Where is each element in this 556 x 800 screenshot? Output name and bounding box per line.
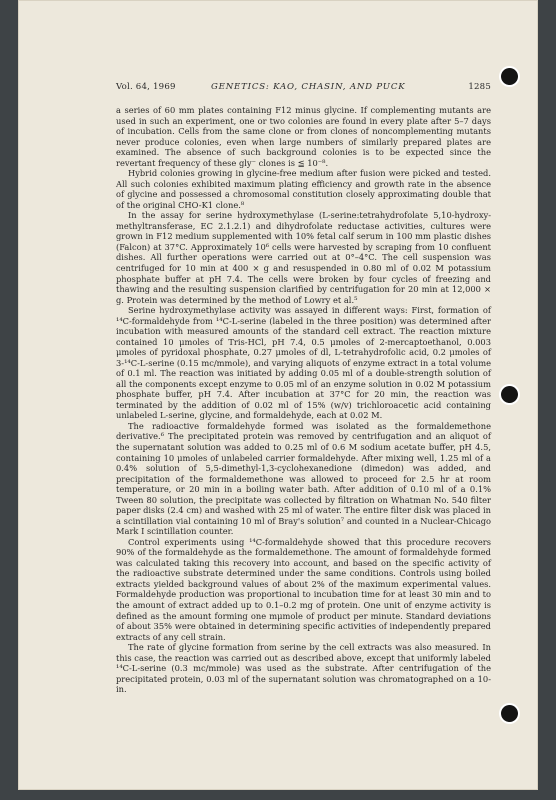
paragraph: The rate of glycine formation from serine by the cell extracts was also measured. In this case, the reaction was carried out as described above, except that uniformly labeled ¹⁴C-L-serine (0.3 mc/mmole) was used as the substrate. After centrifugation of the precipitated protein, 0.03 ml of the supernatant solution was chromatographed on a 10-in.: [116, 642, 491, 695]
paragraph: Control experiments using ¹⁴C-formaldehyde showed that this procedure recovers 90% of the formaldehyde as the formaldemethone. The amount of formaldehyde formed was calculated taking this recovery into account, and based on the specific activity of the radioactive substrate determined under the same conditions. Controls using boiled extracts yielded background values of about 2% of the maximum experimental values. Formaldehyde production was proportional to incubation time for at least 30 min and to the amount of extract added up to 0.1–0.2 mg of protein. One unit of enzyme activity is defined as the amount forming one mμmole of product per minute. Standard deviations of about 35% were obtained in determining specific activities of independently prepared extracts of any cell strain.: [116, 536, 491, 642]
paragraph: Hybrid colonies growing in glycine-free medium after fusion were picked and tested. All such colonies exhibited maximum plating efficiency and growth rate in the absence of glycine and possessed a chromosomal constitution closely approximating double that of the original CHO-K1 clone.⁸: [116, 168, 491, 210]
binder-hole: [501, 386, 518, 403]
paragraph: In the assay for serine hydroxymethylase (L-serine:tetrahydrofolate 5,10-hydroxy-methyltransferase, EC 2.1.2.1) and dihydrofolate reductase activities, cultures were grown in F12 medium supplemented with 10% fetal calf serum in 100 mm plastic dishes (Falcon) at 37°C. Approximately 10⁶ cells were harvested by scraping from 10 confluent dishes. All further operations were carried out at 0°–4°C. The cell suspension was centrifuged for 10 min at 400 × g and resuspended in 0.80 ml of 0.02 M potassium phosphate buffer at pH 7.4. The cells were broken by four cycles of freezing and thawing and the resulting suspension clarified by centrifugation for 20 min at 12,000 × g. Protein was determined by the method of Lowry et al.⁵: [116, 210, 491, 305]
binder-hole: [501, 705, 518, 722]
binder-hole: [501, 68, 518, 85]
paragraph: a series of 60 mm plates containing F12 minus glycine. If complementing mutants are used in such an experiment, one or two colonies are found in every plate after 5–7 days of incubation. Cells from the same clone or from clones of noncomplementing mutants never produce colonies, even when large numbers of similarly prepared plates are examined. The absence of such background colonies is to be expected since the revertant frequency of these gly⁻ clones is ≦ 10⁻⁸.: [116, 105, 491, 168]
running-header: [116, 82, 491, 96]
volume-label: Vol. 64, 1969: [116, 82, 176, 92]
paragraph: The radioactive formaldehyde formed was isolated as the formaldemethone derivative.⁶ The precipitated protein was removed by centrifugation and an aliquot of the supernatant solution was added to 0.25 ml of 0.6 M sodium acetate buffer, pH 4.5, containing 10 μmoles of unlabeled carrier formaldehyde. After mixing well, 1.25 ml of a 0.4% solution of 5,5-dimethyl-1,3-cyclohexanedione (dimedon) was added, and precipitation of the formaldemethone was allowed to proceed for 2.5 hr at room temperature, or 20 min in a boiling water bath. After addition of 0.10 ml of a 0.1% Tween 80 solution, the precipitate was collected by filtration on Whatman No. 540 filter paper disks (2.4 cm) and washed with 25 ml of water. The entire filter disk was placed in a scintillation vial containing 10 ml of Bray's solution⁷ and counted in a Nuclear-Chicago Mark I scintillation counter.: [116, 420, 491, 537]
running-title: GENETICS: KAO, CHASIN, AND PUCK: [211, 82, 406, 92]
paragraph: Serine hydroxymethylase activity was assayed in different ways: First, formation of ¹⁴C-formaldehyde from ¹⁴C-L-serine (labeled in the three position) was determined after incubation with measured amounts of the standard cell extract. The reaction mixture contained 10 μmoles of Tris-HCl, pH 7.4, 0.5 μmoles of 2-mercaptoethanol, 0.003 μmoles of pyridoxal phosphate, 0.27 μmoles of dl, L-tetrahydrofolic acid, 0.2 μmoles of 3-¹⁴C-L-serine (0.15 mc/mmole), and varying aliquots of enzyme extract in a total volume of 0.1 ml. The reaction was initiated by adding 0.05 ml of a double-strength solution of all the components except enzyme to 0.05 ml of an enzyme solution in 0.02 M potassium phosphate buffer, pH 7.4. After incubation at 37°C for 20 min, the reaction was terminated by the addition of 0.02 ml of 15% (w/v) trichloroacetic acid containing unlabeled L-serine, glycine, and formaldehyde, each at 0.02 M.: [116, 305, 491, 421]
page-number: 1285: [468, 82, 491, 92]
journal-page: [18, 0, 538, 790]
article-body: [116, 105, 491, 695]
